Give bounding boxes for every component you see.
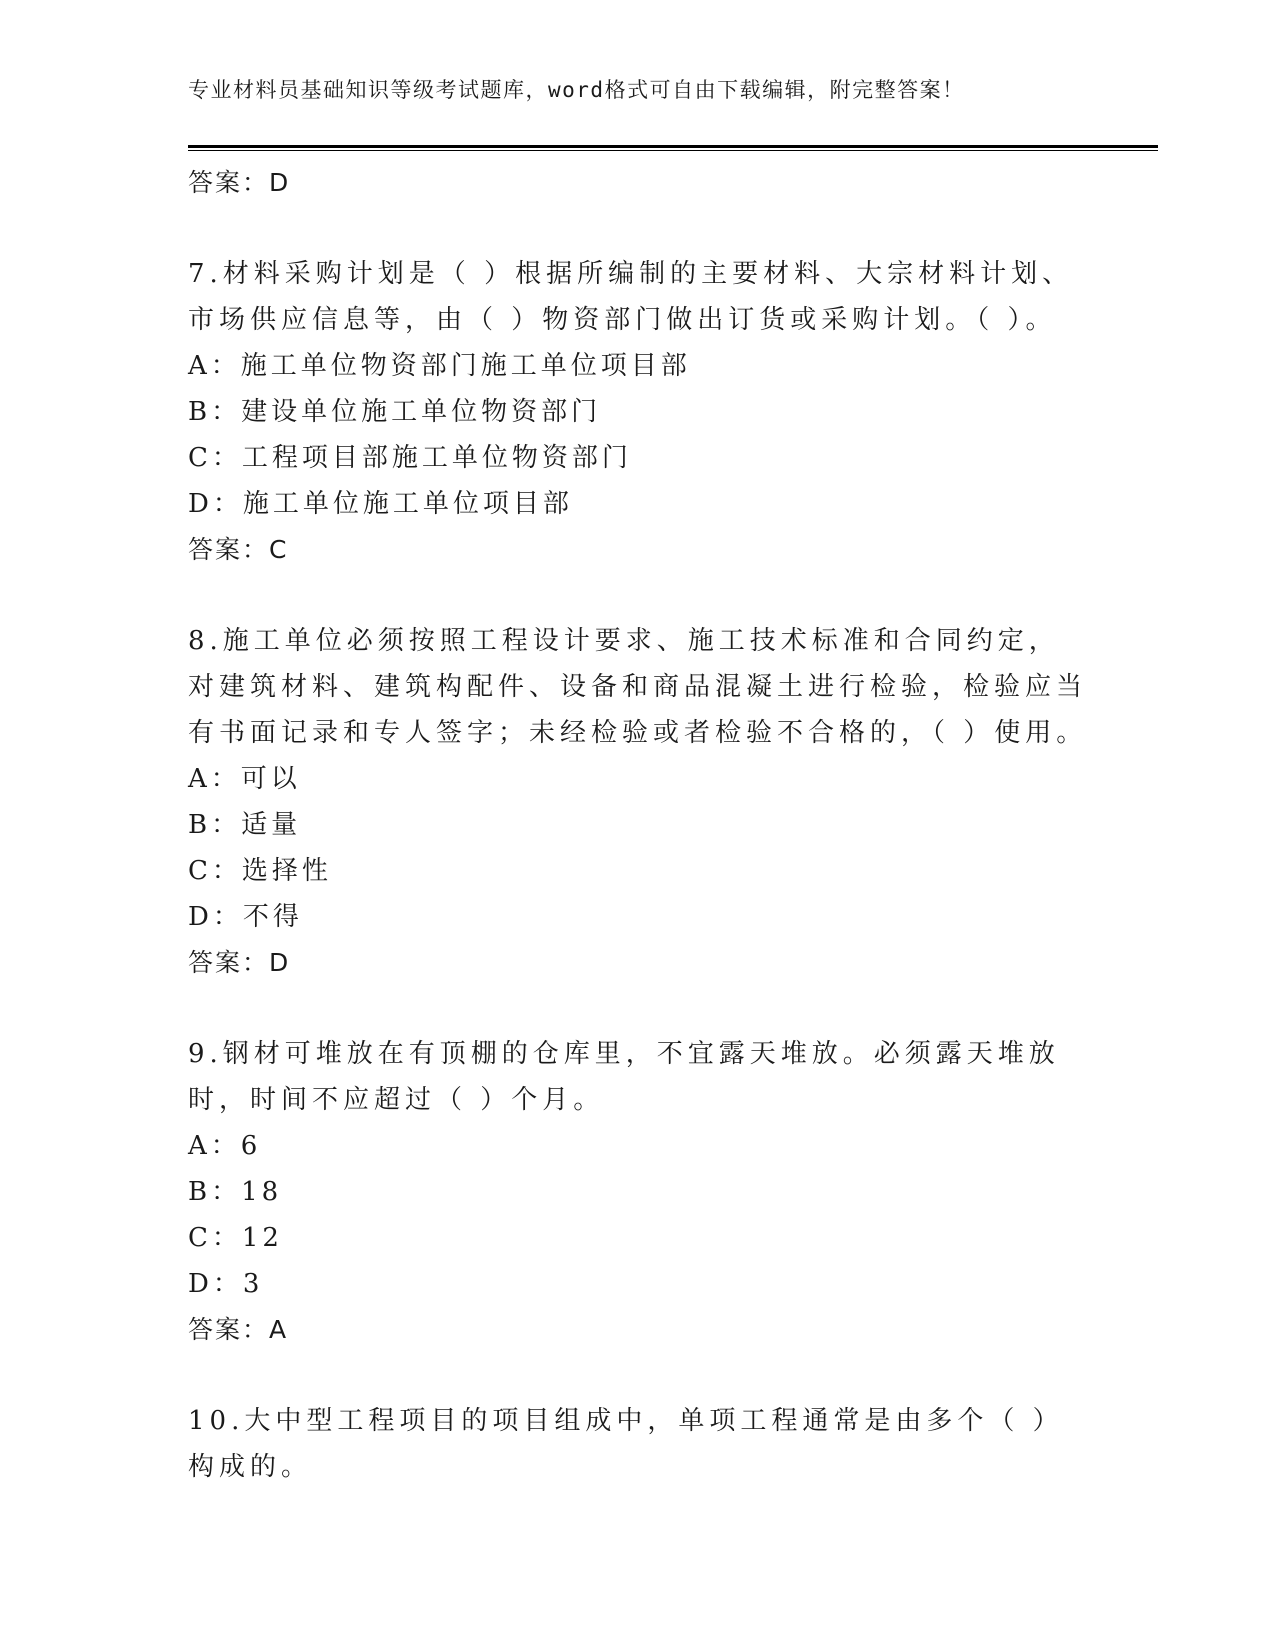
- page-header: 专业材料员基础知识等级考试题库，word格式可自由下载编辑，附完整答案！: [188, 78, 965, 102]
- answer: 答案：C: [188, 535, 289, 564]
- option-b: B：18: [188, 1177, 283, 1207]
- question-text: 10.大中型工程项目的项目组成中，单项工程通常是由多个（ ）构成的。: [188, 1406, 1064, 1482]
- question-text: 8.施工单位必须按照工程设计要求、施工技术标准和合同约定，对建筑材料、建筑构配件、设备和商品混凝土进行检验，检验应当有书面记录和专人签字；未经检验或者检验不合格的，（ ）使用。: [188, 626, 1088, 748]
- question-9: [188, 1031, 1088, 1353]
- header-rule-thick: [188, 145, 1158, 148]
- question-8: [188, 618, 1088, 986]
- option-a: A：施工单位物资部门施工单位项目部: [188, 351, 691, 381]
- document-body: [188, 160, 1088, 1490]
- option-b: B：建设单位施工单位物资部门: [188, 397, 602, 427]
- answer: 答案：A: [188, 1315, 289, 1344]
- answer: 答案：D: [188, 948, 291, 977]
- question-text: 7.材料采购计划是（ ）根据所编制的主要材料、大宗材料计划、市场供应信息等，由（ ）物资部门做出订货或采购计划。（ ）。: [188, 259, 1074, 335]
- option-c: C：12: [188, 1223, 283, 1253]
- option-d: D：3: [188, 1269, 264, 1299]
- option-a: A：6: [188, 1131, 262, 1161]
- option-d: D：施工单位施工单位项目部: [188, 489, 573, 519]
- question-10: [188, 1398, 1088, 1490]
- header-rule-thin: [188, 150, 1158, 151]
- option-a: A：可以: [188, 764, 301, 794]
- option-b: B：适量: [188, 810, 302, 840]
- question-text: 9.钢材可堆放在有顶棚的仓库里，不宜露天堆放。必须露天堆放时，时间不应超过（ ）个月。: [188, 1039, 1060, 1115]
- option-c: C：选择性: [188, 856, 332, 886]
- option-c: C：工程项目部施工单位物资部门: [188, 443, 632, 473]
- question-7: [188, 251, 1088, 573]
- option-d: D：不得: [188, 902, 303, 932]
- previous-answer: 答案：D: [188, 168, 291, 197]
